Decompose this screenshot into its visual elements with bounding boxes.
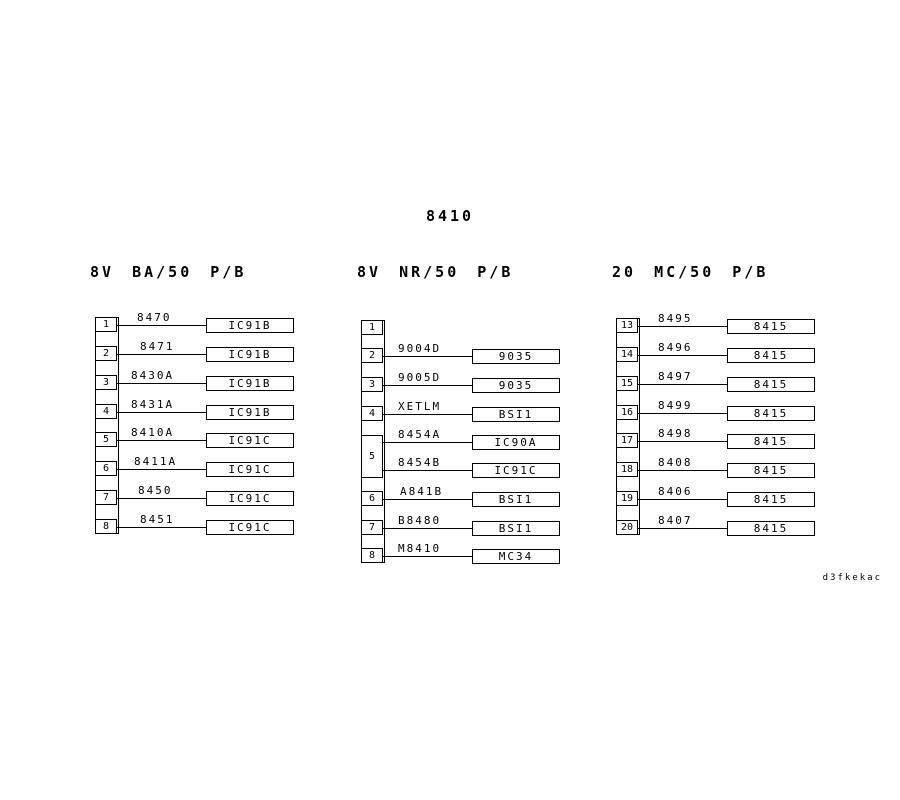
destination-box: 8415: [727, 406, 815, 421]
wire-label: 9005D: [398, 371, 442, 384]
wire-line: [638, 470, 728, 471]
wire-label: 8471: [140, 340, 175, 353]
destination-box: 8415: [727, 492, 815, 507]
wire-line: [117, 383, 207, 384]
wire-label: 8454B: [398, 456, 442, 469]
pin: 20: [616, 520, 638, 535]
pin: 4: [95, 404, 117, 419]
pin: 18: [616, 462, 638, 477]
pin: 8: [361, 548, 383, 563]
wire-line: [638, 326, 728, 327]
wire-line: [383, 499, 473, 500]
wire-line: [638, 384, 728, 385]
pin: 1: [95, 317, 117, 332]
destination-box: IC91C: [206, 491, 294, 506]
diagram-title: 8410: [425, 207, 475, 225]
wire-label: XETLM: [398, 400, 442, 413]
wire-label: 8410A: [131, 426, 175, 439]
destination-box: 8415: [727, 463, 815, 478]
pin: 3: [361, 377, 383, 392]
wire-line: [383, 442, 473, 443]
wire-line: [638, 355, 728, 356]
wire-line: [117, 325, 207, 326]
destination-box: 8415: [727, 348, 815, 363]
destination-box: IC91B: [206, 347, 294, 362]
pin: 7: [95, 490, 117, 505]
destination-box: 8415: [727, 319, 815, 334]
wire-label: 8454A: [398, 428, 442, 441]
connector-title: 8V NR/50 P/B: [357, 263, 514, 281]
wire-line: [638, 413, 728, 414]
destination-box: IC91C: [206, 462, 294, 477]
wire-line: [117, 469, 207, 470]
wire-label: 8451: [140, 513, 175, 526]
wire-label: 8496: [658, 341, 693, 354]
pin: 14: [616, 347, 638, 362]
wire-line: [383, 356, 473, 357]
wire-line: [383, 470, 473, 471]
destination-box: 8415: [727, 377, 815, 392]
wire-label: 8408: [658, 456, 693, 469]
pin: 7: [361, 520, 383, 535]
wire-label: 8450: [138, 484, 173, 497]
wire-line: [117, 412, 207, 413]
pin: 13: [616, 318, 638, 333]
pin: 19: [616, 491, 638, 506]
wire-label: 8499: [658, 399, 693, 412]
pin: 5: [95, 432, 117, 447]
wire-line: [638, 499, 728, 500]
destination-box: IC91B: [206, 318, 294, 333]
wire-label: 8431A: [131, 398, 175, 411]
pin: 16: [616, 405, 638, 420]
drawing-reference: d3fkekac: [822, 573, 882, 583]
wire-line: [383, 385, 473, 386]
wire-label: 8406: [658, 485, 693, 498]
wire-label: 8497: [658, 370, 693, 383]
pin: 4: [361, 406, 383, 421]
wire-line: [383, 414, 473, 415]
wire-label: 8498: [658, 427, 693, 440]
destination-box: BSI1: [472, 407, 560, 422]
destination-box: 8415: [727, 434, 815, 449]
destination-box: BSI1: [472, 492, 560, 507]
wire-label: A841B: [400, 485, 444, 498]
destination-box: MC34: [472, 549, 560, 564]
pin: 2: [95, 346, 117, 361]
wire-label: 8407: [658, 514, 693, 527]
destination-box: IC91C: [472, 463, 560, 478]
pin: 2: [361, 348, 383, 363]
wire-label: 8430A: [131, 369, 175, 382]
wire-line: [638, 441, 728, 442]
wire-line: [117, 527, 207, 528]
wire-line: [383, 556, 473, 557]
wire-label: 8411A: [134, 455, 178, 468]
wire-label: 9004D: [398, 342, 442, 355]
wire-line: [117, 498, 207, 499]
destination-box: 9035: [472, 349, 560, 364]
destination-box: IC91B: [206, 376, 294, 391]
wire-line: [117, 440, 207, 441]
destination-box: IC91B: [206, 405, 294, 420]
connector-title: 20 MC/50 P/B: [612, 263, 769, 281]
pin: 3: [95, 375, 117, 390]
destination-box: BSI1: [472, 521, 560, 536]
wire-label: M8410: [398, 542, 442, 555]
destination-box: 9035: [472, 378, 560, 393]
pin: 17: [616, 433, 638, 448]
pin: 6: [361, 491, 383, 506]
wire-line: [383, 528, 473, 529]
pin: 15: [616, 376, 638, 391]
wire-line: [638, 528, 728, 529]
destination-box: IC90A: [472, 435, 560, 450]
wire-label: 8470: [137, 311, 172, 324]
wire-label: B8480: [398, 514, 442, 527]
pin: 8: [95, 519, 117, 534]
destination-box: IC91C: [206, 433, 294, 448]
wire-line: [117, 354, 207, 355]
destination-box: 8415: [727, 521, 815, 536]
pin: 5: [361, 435, 383, 478]
connector-title: 8V BA/50 P/B: [90, 263, 247, 281]
wire-label: 8495: [658, 312, 693, 325]
pin: 6: [95, 461, 117, 476]
pin: 1: [361, 320, 383, 335]
destination-box: IC91C: [206, 520, 294, 535]
